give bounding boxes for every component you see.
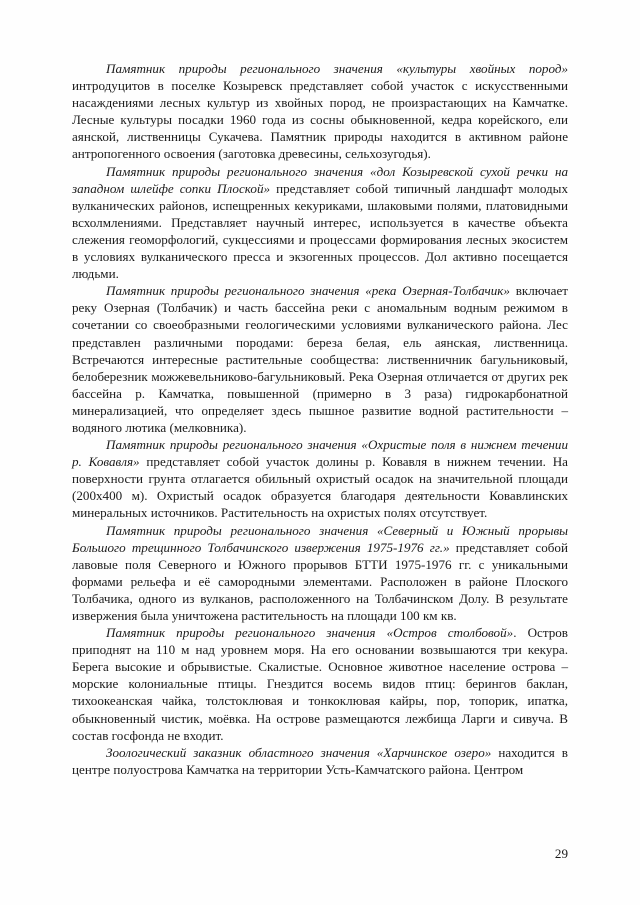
paragraph-7-lead: Зоологический заказник областного значения «Харчинское озеро» bbox=[106, 744, 492, 760]
paragraph-5-lead: Памятник природы регионального значения «Северный и Южный прорывы Большого трещинного Толбачинского извержения 1975-1976 гг.» bbox=[72, 522, 568, 555]
paragraph-2-text: представляет собой типичный ландшафт молодых вулканических районов, испещренных кекуриками, шлаковыми полями, платовидными всхолмлениями. Представляет научный интерес, используется в качестве объекта слежения геоморфологий, сукцессиями и процессами формирования лесных экосистем в условиях вулканического пресса и экзогенных процессов. Дол активно посещается людьми. bbox=[72, 180, 569, 282]
paragraph-3 bbox=[72, 282, 568, 436]
paragraph-1 bbox=[72, 60, 568, 163]
paragraph-3-text: включает реку Озерная (Толбачик) и часть бассейна реки с аномальным водным режимом в сочетании со своеобразными геологическими условиями вулканического района. Лес представлен различными породами: береза белая, ель аянская, лиственница. Встречаются интересные растительные сообщества: лиственничник багульниковый, белоберезник можжевельниково-багульниковый. Река Озерная отличается от других рек бассейна р. Камчатка, повышенной (примерно в 3 раза) гидрокарбонатной минерализацией, что определяет здесь пышное развитие водной растительности – водяного лютика (мелковника). bbox=[72, 283, 568, 435]
paragraph-4 bbox=[72, 436, 568, 521]
paragraph-2-lead: Памятник природы регионального значения «дол Козыревской сухой речки на западном шлейфе сопки Плоской» bbox=[72, 163, 568, 196]
paragraph-3-lead: Памятник природы регионального значения «река Озерная-Толбачик» bbox=[106, 283, 510, 299]
paragraph-1-text: интродуцитов в поселке Козыревск представляет собой участок с искусственными насаждениями лесных культур из хвойных пород, не произрастающих на Камчатке. Лесные культуры посадки 1960 года из сосны обыкновенной, кедра корейского, ели аянской, лиственницы Сукачева. Памятник природы находится в активном районе антропогенного освоения (заготовка древесины, сельхозугодья). bbox=[72, 78, 568, 162]
paragraph-2 bbox=[72, 163, 568, 283]
paragraph-5 bbox=[72, 522, 568, 625]
paragraph-4-lead: Памятник природы регионального значения «Охристые поля в нижнем течении р. Ковавля» bbox=[72, 437, 568, 470]
paragraph-7-text: находится в центре полуострова Камчатка на территории Усть-Камчатского района. Центром bbox=[72, 744, 568, 777]
paragraph-6 bbox=[72, 624, 568, 744]
paragraph-5-text: представляет собой лавовые поля Северного и Южного прорывов БТТИ 1975-1976 гг. с уникальными формами рельефа и её самородными элементами. Расположен в районе Плоского Толбачика, одного из вулканов, расположенного на Толбачинском Долу. В результате извержения была уничтожена растительность на площади 100 км кв. bbox=[72, 539, 568, 623]
paragraph-1-lead: Памятник природы регионального значения «культуры хвойных пород» bbox=[106, 61, 568, 76]
document-body bbox=[72, 60, 568, 778]
paragraph-6-lead: Памятник природы регионального значения «Остров столбовой» bbox=[106, 625, 514, 641]
paragraph-4-text: представляет собой участок долины р. Ковавля в нижнем течении. На поверхности грунта отлагается обильный охристый осадок на значительной площади (200х400 м). Охристый осадок образуется благодаря деятельности Ковавлинских минеральных источников. Растительность на охристых полях отсутствует. bbox=[72, 454, 568, 521]
paragraph-7 bbox=[72, 744, 568, 778]
paragraph-6-text: . Остров приподнят на 110 м над уровнем моря. На его основании возвышаются три кекура. Берега высокие и обрывистые. Скалистые. Основное животное население острова – морские колониальные птицы. Гнездится восемь видов птиц: берингов баклан, тихоокеанская чайка, толстоклювая и тонкоклювая кайры, пор, топорик, ипатка, обыкновенный чистик, моёвка. На острове размещаются лежбища Ларги и сивуча. В состав госфонда не входит. bbox=[72, 625, 568, 743]
page-number: 29 bbox=[554, 846, 568, 861]
